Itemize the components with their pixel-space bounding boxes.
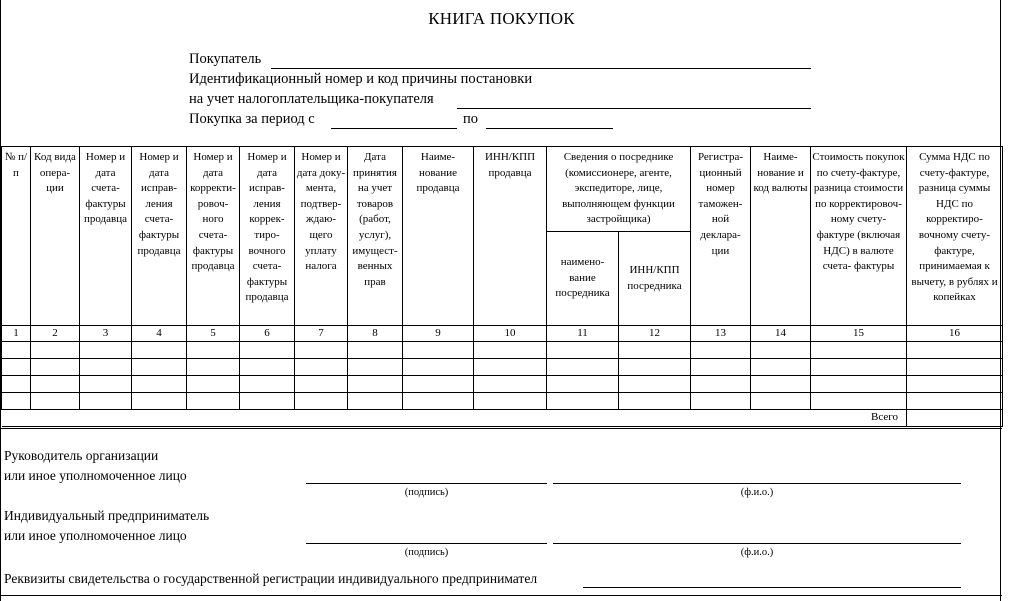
col-header-4: Номер и дата исправ- ления счета- фактуры продавца bbox=[132, 147, 187, 326]
col-number: 5 bbox=[187, 326, 240, 342]
head-signature-caption: (подпись) bbox=[404, 487, 449, 498]
registration-label: Реквизиты свидетельства о государственной регистрации индивидуального предпринимател bbox=[4, 571, 538, 586]
head-name-caption: (ф.и.о.) bbox=[740, 487, 774, 498]
ip-signatory-label-line2: или иное уполномоченное лицо bbox=[4, 528, 187, 543]
buyer-field[interactable] bbox=[271, 68, 811, 69]
col-header-6: Номер и дата исправ- ления коррек- тиро- вочного счета- фактуры продавца bbox=[240, 147, 295, 326]
col-header-7: Номер и дата доку- мента, подтвер- ждаю- щего уплату налога bbox=[295, 147, 348, 326]
col-number: 16 bbox=[907, 326, 1003, 342]
inn-kpp-label-line1: Идентификационный номер и код причины постановки bbox=[189, 71, 533, 87]
col-header-13: Регистра- ционный номер таможен- ной деклара- ции bbox=[691, 147, 751, 326]
purchase-book-table bbox=[1, 146, 1003, 427]
col-number: 12 bbox=[619, 326, 691, 342]
head-signatory-label-line1: Руководитель организации bbox=[4, 448, 159, 463]
col-header-8: Дата принятия на учет товаров (работ, услуг), имущест- венных прав bbox=[348, 147, 403, 326]
period-to-label: по bbox=[463, 111, 479, 127]
col-number: 15 bbox=[811, 326, 907, 342]
col-header-14: Наиме- нование и код валюты bbox=[751, 147, 811, 326]
period-from-field[interactable] bbox=[331, 128, 457, 129]
head-name-field[interactable] bbox=[553, 483, 961, 484]
inn-kpp-field[interactable] bbox=[457, 108, 811, 109]
col-number: 14 bbox=[751, 326, 811, 342]
col-number: 7 bbox=[295, 326, 348, 342]
col-number: 10 bbox=[474, 326, 547, 342]
col-header-5: Номер и дата корректи- ровоч- ного счета- фактуры продавца bbox=[187, 147, 240, 326]
table-row[interactable] bbox=[2, 359, 1003, 376]
bottom-border bbox=[1, 595, 1002, 596]
col-number: 11 bbox=[547, 326, 619, 342]
col-header-12: ИНН/КПП посредника bbox=[619, 232, 691, 326]
period-label: Покупка за период с bbox=[189, 111, 315, 127]
period-to-field[interactable] bbox=[486, 128, 613, 129]
buyer-label: Покупатель bbox=[189, 51, 262, 67]
head-signature-field[interactable] bbox=[306, 483, 547, 484]
ip-signature-caption: (подпись) bbox=[404, 547, 449, 558]
col-header-10: ИНН/КПП продавца bbox=[474, 147, 547, 326]
col-number: 6 bbox=[240, 326, 295, 342]
col-header-16: Сумма НДС по счету-фактуре, разница суммы НДС по корректиро- вочному счету- фактуре, принимаемая к вычету, в рублях и копейках bbox=[907, 147, 1003, 326]
col-number: 13 bbox=[691, 326, 751, 342]
col-number: 3 bbox=[80, 326, 132, 342]
col-header-11: наимено- вание посредника bbox=[547, 232, 619, 326]
table-row[interactable] bbox=[2, 342, 1003, 359]
col-number: 1 bbox=[2, 326, 31, 342]
total-value-cell[interactable] bbox=[907, 410, 1003, 427]
inn-kpp-label-line2: на учет налогоплательщика-покупателя bbox=[189, 91, 434, 107]
col-header-2: Код вида опера- ции bbox=[31, 147, 80, 326]
col-header-3: Номер и дата счета- фактуры продавца bbox=[80, 147, 132, 326]
col-header-9: Наиме- нование продавца bbox=[403, 147, 474, 326]
total-row bbox=[2, 410, 1003, 427]
registration-field[interactable] bbox=[583, 587, 961, 588]
total-label: Всего bbox=[2, 410, 907, 427]
head-signatory-label-line2: или иное уполномоченное лицо bbox=[4, 468, 187, 483]
section-divider bbox=[1, 428, 1002, 429]
ip-name-field[interactable] bbox=[553, 543, 961, 544]
table-row[interactable] bbox=[2, 393, 1003, 410]
document-title: КНИГА ПОКУПОК bbox=[428, 9, 575, 28]
ip-name-caption: (ф.и.о.) bbox=[740, 547, 774, 558]
col-number: 8 bbox=[348, 326, 403, 342]
table-row[interactable] bbox=[2, 376, 1003, 393]
col-header-15: Стоимость покупок по счету-фактуре, разница стоимости по корректировоч- ному счету- фактуре (включая НДС) в валюте счета- фактуры bbox=[811, 147, 907, 326]
ip-signature-field[interactable] bbox=[306, 543, 547, 544]
col-number: 4 bbox=[132, 326, 187, 342]
col-number: 2 bbox=[31, 326, 80, 342]
ip-signatory-label-line1: Индивидуальный предприниматель bbox=[4, 508, 210, 523]
col-header-1: № п/п bbox=[2, 147, 31, 326]
col-number: 9 bbox=[403, 326, 474, 342]
column-number-row bbox=[2, 326, 1003, 342]
col-header-intermediary: Сведения о посреднике (комиссионере, агенте, экспедиторе, лице, выполняющем функции застройщика) bbox=[547, 147, 691, 232]
